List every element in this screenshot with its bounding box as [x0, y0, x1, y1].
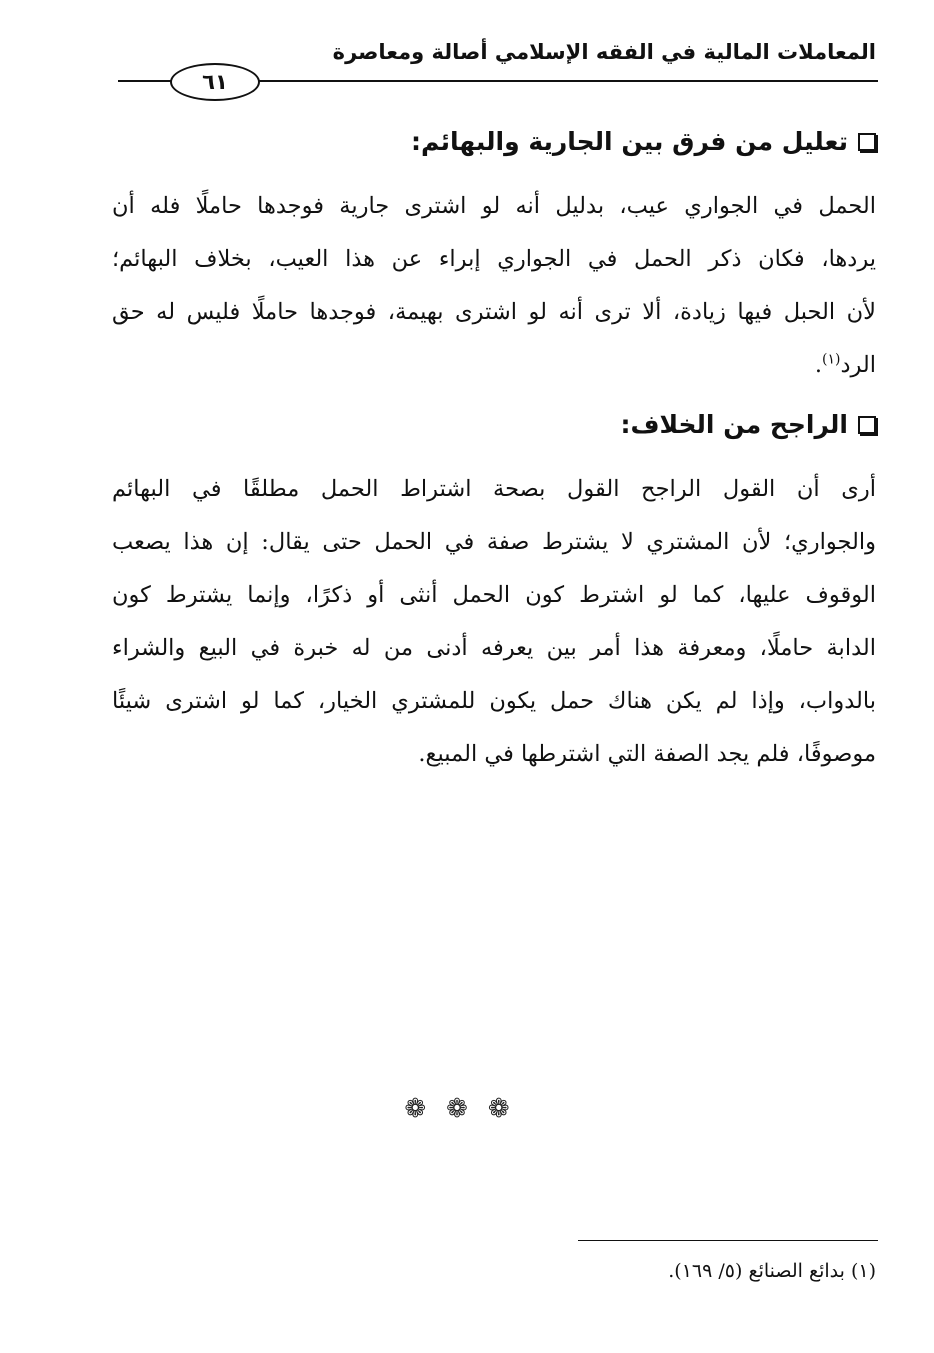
- square-bullet-icon: [858, 133, 876, 151]
- footnote-reference: (١): [821, 351, 841, 368]
- section-heading: [112, 405, 876, 445]
- flower-ornament-icon: ❁❁❁: [404, 1094, 530, 1124]
- text-line: يردها، فكان ذكر الحمل في الجواري إبراء عن هذا العيب، بخلاف البهائم؛: [112, 246, 876, 272]
- text-line: لأن الحبل فيها زيادة، ألا ترى أنه لو اشترى بهيمة، فوجدها حاملًا فليس له حق: [112, 299, 876, 325]
- text-line: موصوفًا، فلم يجد الصفة التي اشترطها في المبيع.: [418, 741, 876, 767]
- paragraph: [112, 180, 876, 392]
- section-heading-text: الراجح من الخلاف:: [620, 410, 848, 439]
- running-header: المعاملات المالية في الفقه الإسلامي أصالة ومعاصرة: [332, 40, 876, 64]
- square-bullet-icon: [858, 416, 876, 434]
- footnote: (١) بدائع الصنائع (٥/ ١٦٩).: [668, 1260, 876, 1282]
- section-reasoning: [112, 122, 876, 392]
- paragraph: [112, 463, 876, 781]
- footnote-rule: [578, 1240, 878, 1241]
- text-fragment: .: [814, 352, 822, 378]
- text-line: الحمل في الجواري عيب، بدليل أنه لو اشترى جارية فوجدها حاملًا فله أن: [112, 193, 876, 219]
- text-line: الوقوف عليها، كما لو اشترط كون الحمل أنثى أو ذكرًا، وإنما يشترط كون: [112, 582, 876, 608]
- text-line: الدابة حاملًا، ومعرفة هذا أمر بين يعرفه أدنى من له خبرة في البيع والشراء: [112, 635, 876, 661]
- text-line: [112, 339, 876, 392]
- section-heading: [112, 122, 876, 162]
- text-line: أرى أن القول الراجح القول بصحة اشتراط الحمل مطلقًا في البهائم: [112, 476, 876, 502]
- text-line: والجواري؛ لأن المشتري لا يشترط صفة في الحمل حتى يقال: إن هذا يصعب: [112, 529, 876, 555]
- text-line: بالدواب، وإذا لم يكن هناك حمل يكون للمشتري الخيار، كما لو اشترى شيئًا: [112, 688, 876, 714]
- section-preferred-opinion: [112, 405, 876, 781]
- section-heading-text: تعليل من فرق بين الجارية والبهائم:: [411, 127, 848, 156]
- page-number: ٦١: [170, 63, 260, 101]
- text-fragment: الرد: [840, 352, 876, 378]
